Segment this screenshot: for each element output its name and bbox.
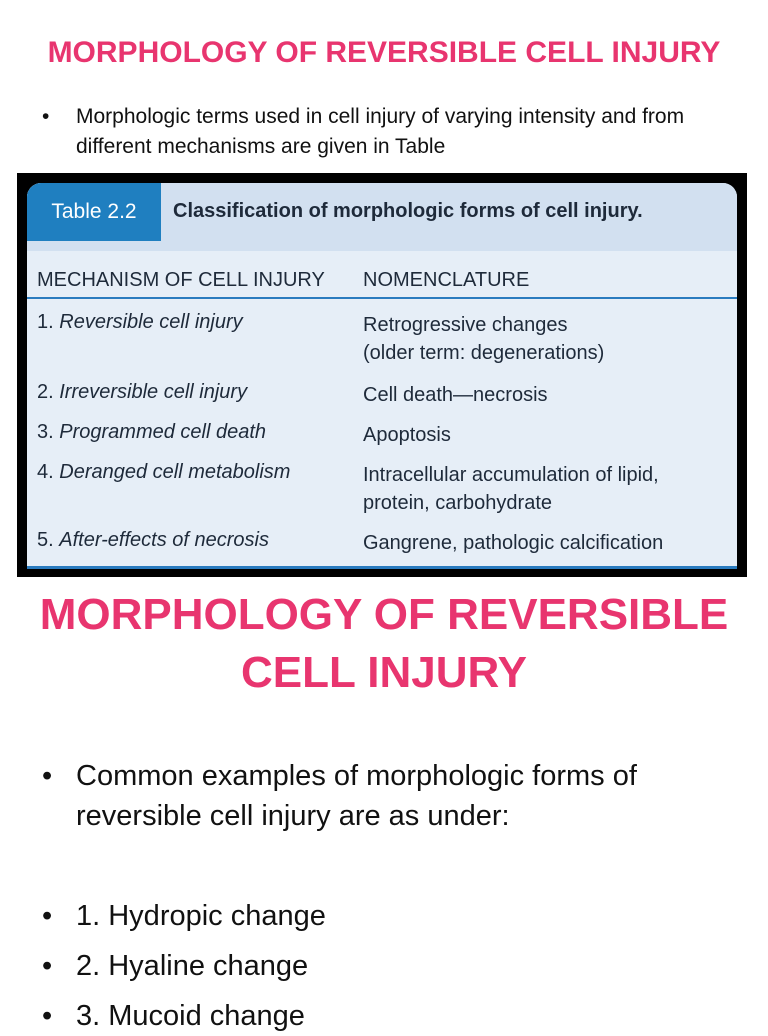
nomenclature-cell: Retrogressive changes (older term: degenerations) bbox=[363, 314, 605, 364]
list-item-text: Common examples of morphologic forms of reversible cell injury are as under: bbox=[76, 760, 637, 832]
column-header-mechanism: MECHANISM OF CELL INJURY bbox=[37, 269, 325, 291]
table-caption: Classification of morphologic forms of cell injury. bbox=[173, 200, 643, 222]
list-item bbox=[40, 896, 720, 936]
bullet-glyph: • bbox=[42, 900, 53, 932]
bullet-glyph: • bbox=[42, 105, 50, 128]
table-figure bbox=[17, 173, 747, 577]
bullet-glyph: • bbox=[42, 760, 53, 792]
table-number-label: Table 2.2 bbox=[27, 183, 161, 241]
table-header-band bbox=[27, 183, 737, 251]
list-item-text: 1. Hydropic change bbox=[76, 900, 326, 932]
section-title-line-1: MORPHOLOGY OF REVERSIBLE bbox=[39, 590, 729, 639]
nomenclature-cell: Apoptosis bbox=[363, 424, 451, 446]
nomenclature-cell: Gangrene, pathologic calcification bbox=[363, 532, 664, 554]
section-title-line-2: CELL INJURY bbox=[240, 648, 528, 697]
section-title bbox=[0, 586, 768, 702]
mechanism-cell: 3. Programmed cell death bbox=[37, 421, 267, 443]
column-header-nomenclature: NOMENCLATURE bbox=[363, 269, 530, 291]
nomenclature-cell: Intracellular accumulation of lipid, protein, carbohydrate bbox=[363, 464, 659, 514]
list-item-text: 3. Mucoid change bbox=[76, 1000, 305, 1032]
slide-title: MORPHOLOGY OF REVERSIBLE CELL INJURY bbox=[47, 36, 721, 69]
bullet-glyph: • bbox=[42, 950, 53, 982]
bullet-glyph: • bbox=[42, 1000, 53, 1032]
intro-bullet bbox=[40, 102, 740, 162]
mechanism-cell: 1. Reversible cell injury bbox=[37, 311, 243, 333]
header-rule bbox=[27, 297, 737, 299]
list-item bbox=[40, 996, 720, 1036]
list-item bbox=[40, 756, 720, 836]
intro-text: Morphologic terms used in cell injury of varying intensity and from different mechanisms are given in Table bbox=[76, 105, 685, 158]
list-item bbox=[40, 946, 720, 986]
mechanism-cell: 2. Irreversible cell injury bbox=[37, 381, 248, 403]
mechanism-cell: 5. After-effects of necrosis bbox=[37, 529, 269, 551]
table-panel bbox=[27, 183, 737, 569]
list-item-text: 2. Hyaline change bbox=[76, 950, 309, 982]
mechanism-cell: 4. Deranged cell metabolism bbox=[37, 461, 291, 483]
nomenclature-cell: Cell death—necrosis bbox=[363, 384, 548, 406]
